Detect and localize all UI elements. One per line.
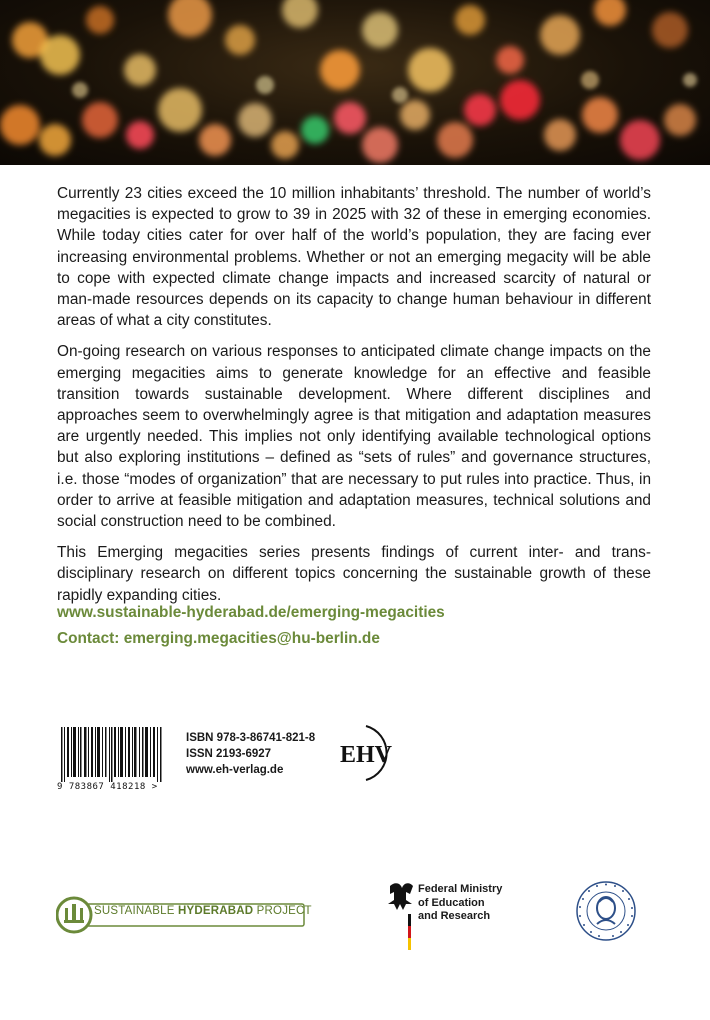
bmbf-text [418,883,502,924]
humboldt-seal-icon [575,880,637,942]
ehv-logo [336,722,416,784]
bmbf-line-1: Federal Ministry [418,883,503,895]
bmbf-line-2: of Education [418,896,485,909]
humboldt-university-seal [575,880,637,942]
contact-email-link[interactable]: Contact: emerging.megacities@hu-berlin.de [57,630,380,647]
publisher-url[interactable]: www.eh-verlag.de [186,764,284,776]
description-text [57,183,651,616]
barcode-number: 9 783867 418218 > [57,782,158,792]
shp-word-hyderabad: HYDERABAD [178,905,254,917]
shp-word-sustainable: SUSTAINABLE [94,905,178,917]
shp-word-project: PROJECT [253,905,312,917]
bmbf-line-3: and Research [418,910,491,922]
ehv-letters: EHV [340,742,393,768]
website-link[interactable]: www.sustainable-hyderabad.de/emerging-megacities [57,604,445,621]
paragraph-2: On-going research on various responses to anticipated climate change impacts on the emerging megacities aims to generate knowledge for an effective and feasible transition towards sustainable development. Where different disciplines and approaches seem to overwhelmingly agree is that mitigation and adaptation measures are urgently needed. This implies not only identifying available technological options but also exploring institutions – defined as “sets of rules” and governance structures, i.e. those “modes of organization” that are necessary to put rules into practice. Thus, in order to arrive at feasible mitigation and adaptation measures, technical solutions and social construction need to be combined. [57,343,651,531]
paragraph-3: This Emerging megacities series presents findings of current inter- and trans-disciplinary research on different topics concerning the sustainable growth of these rapidly expanding cities. [57,544,651,604]
issn-number: ISSN 2193-6927 [186,748,272,760]
isbn-number: ISBN 978-3-86741-821-8 [186,732,316,744]
german-eagle-flag-icon [380,880,420,950]
paragraph-1: Currently 23 cities exceed the 10 million inhabitants’ threshold. The number of world’s megacities is expected to grow to 39 in 2025 with 32 of these in emerging economies. While today cities cater for over half of the world’s population, they are facing ever increasing environmental problems. Whether or not an emerging megacity will be able to cope with expected climate change impacts and increased scarcity of natural or man-made resources depends on its capacity to change human behaviour in different areas of what a city constitutes. [57,185,651,330]
ehv-logo-icon [336,722,416,784]
shp-logo-text [94,905,312,917]
bokeh-city-lights-banner [0,0,710,165]
isbn-block [186,730,315,778]
contact-links [57,600,657,652]
bokeh-lights-image [0,0,710,165]
barcode-icon [57,727,167,782]
